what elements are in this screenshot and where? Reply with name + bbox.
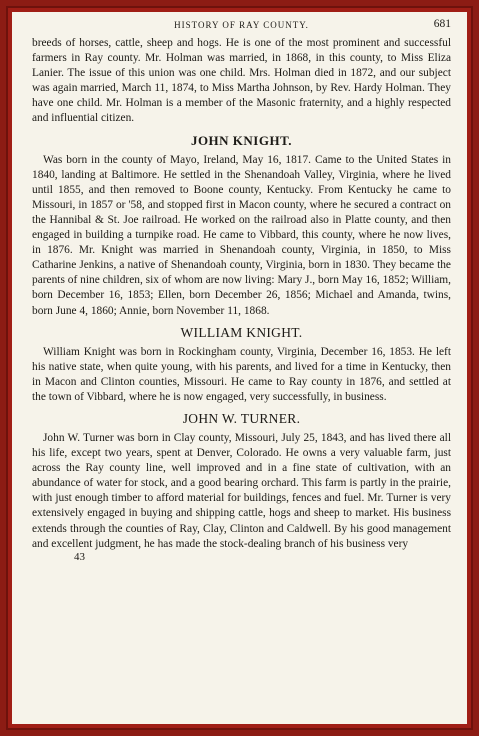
section-heading-william-knight: WILLIAM KNIGHT. <box>180 324 303 340</box>
john-w-turner-paragraph: John W. Turner was born in Clay county, Missouri, July 25, 1843, and has lived there all his life, except two years, spent at Denver, Colorado. He owns a very valuable farm, just across the Ray county line, well improved and in a fine state of cultivation, with an abundance of water for stock, and a good bearing orchard. This farm is partly in the prairie, with just enough timber to afford material for buildings, fences and fuel. Mr. Turner is very extensively engaged in buying and shipping cattle, hogs and sheep to market. His business extends through the counties of Ray, Clay, Clinton and Caldwell. By his good management and excellent judgment, he has made the stock-dealing branch of his business very <box>32 431 451 550</box>
page-number: 681 <box>433 18 451 30</box>
running-head-title: HISTORY OF RAY COUNTY. <box>174 20 309 30</box>
running-head <box>32 20 451 36</box>
william-knight-paragraph: William Knight was born in Rockingham county, Virginia, December 16, 1853. He left his native state, when quite young, with his parents, and lived for a time in Kentucky, then in Macon and Clinton counties, Missouri. He came to Ray county in 1876, and settled at the town of Vibbard, where he is now engaged, very successfully, in business. <box>32 345 451 403</box>
signature-mark: 43 <box>74 550 85 563</box>
book-page <box>12 12 467 724</box>
section-heading-john-w-turner: JOHN W. TURNER. <box>182 410 301 426</box>
john-knight-paragraph: Was born in the county of Mayo, Ireland, May 16, 1817. Came to the United States in 1840, landing at Baltimore. He settled in the Shenandoah Valley, Virginia, where he lived until 1855, and then removed to Boone county, Kentucky. From Kentucky he came to Missouri, in 1857 or '58, and stopped first in Macon county, where he secured a contract on the Hannibal & St. Joe railroad. He worked on the railroad also in Platte county, and then engaged in building a turnpike road. He came to Vibbard, this county, where he now lives, in 1876. Mr. Knight was married in Shenandoah county, Virginia, in 1850, to Miss Catharine Jenkins, a native of Shenandoah county, Virginia, born in 1830. They became the parents of nine children, six of whom are now living: Mary J., born May 16, 1852; William, born December 16, 1853; Ellen, born December 26, 1856; Michael and Amanda, twins, born June 4, 1860; Annie, born November 11, 1868. <box>32 153 451 317</box>
holman-continuation-paragraph: breeds of horses, cattle, sheep and hogs. He is one of the most prominent and successful farmers in Ray county. Mr. Holman was married, in 1868, in this county, to Miss Eliza Lanier. The issue of this union was one child. Mrs. Holman died in 1872, and our subject was again married, March 11, 1874, to Miss Martha Johnson, by Rev. Hardy Holman. They have one child. Mr. Holman is a member of the Masonic fraternity, and a highly respected and influential citizen. <box>32 37 451 125</box>
section-heading-john-knight: JOHN KNIGHT. <box>190 132 293 148</box>
